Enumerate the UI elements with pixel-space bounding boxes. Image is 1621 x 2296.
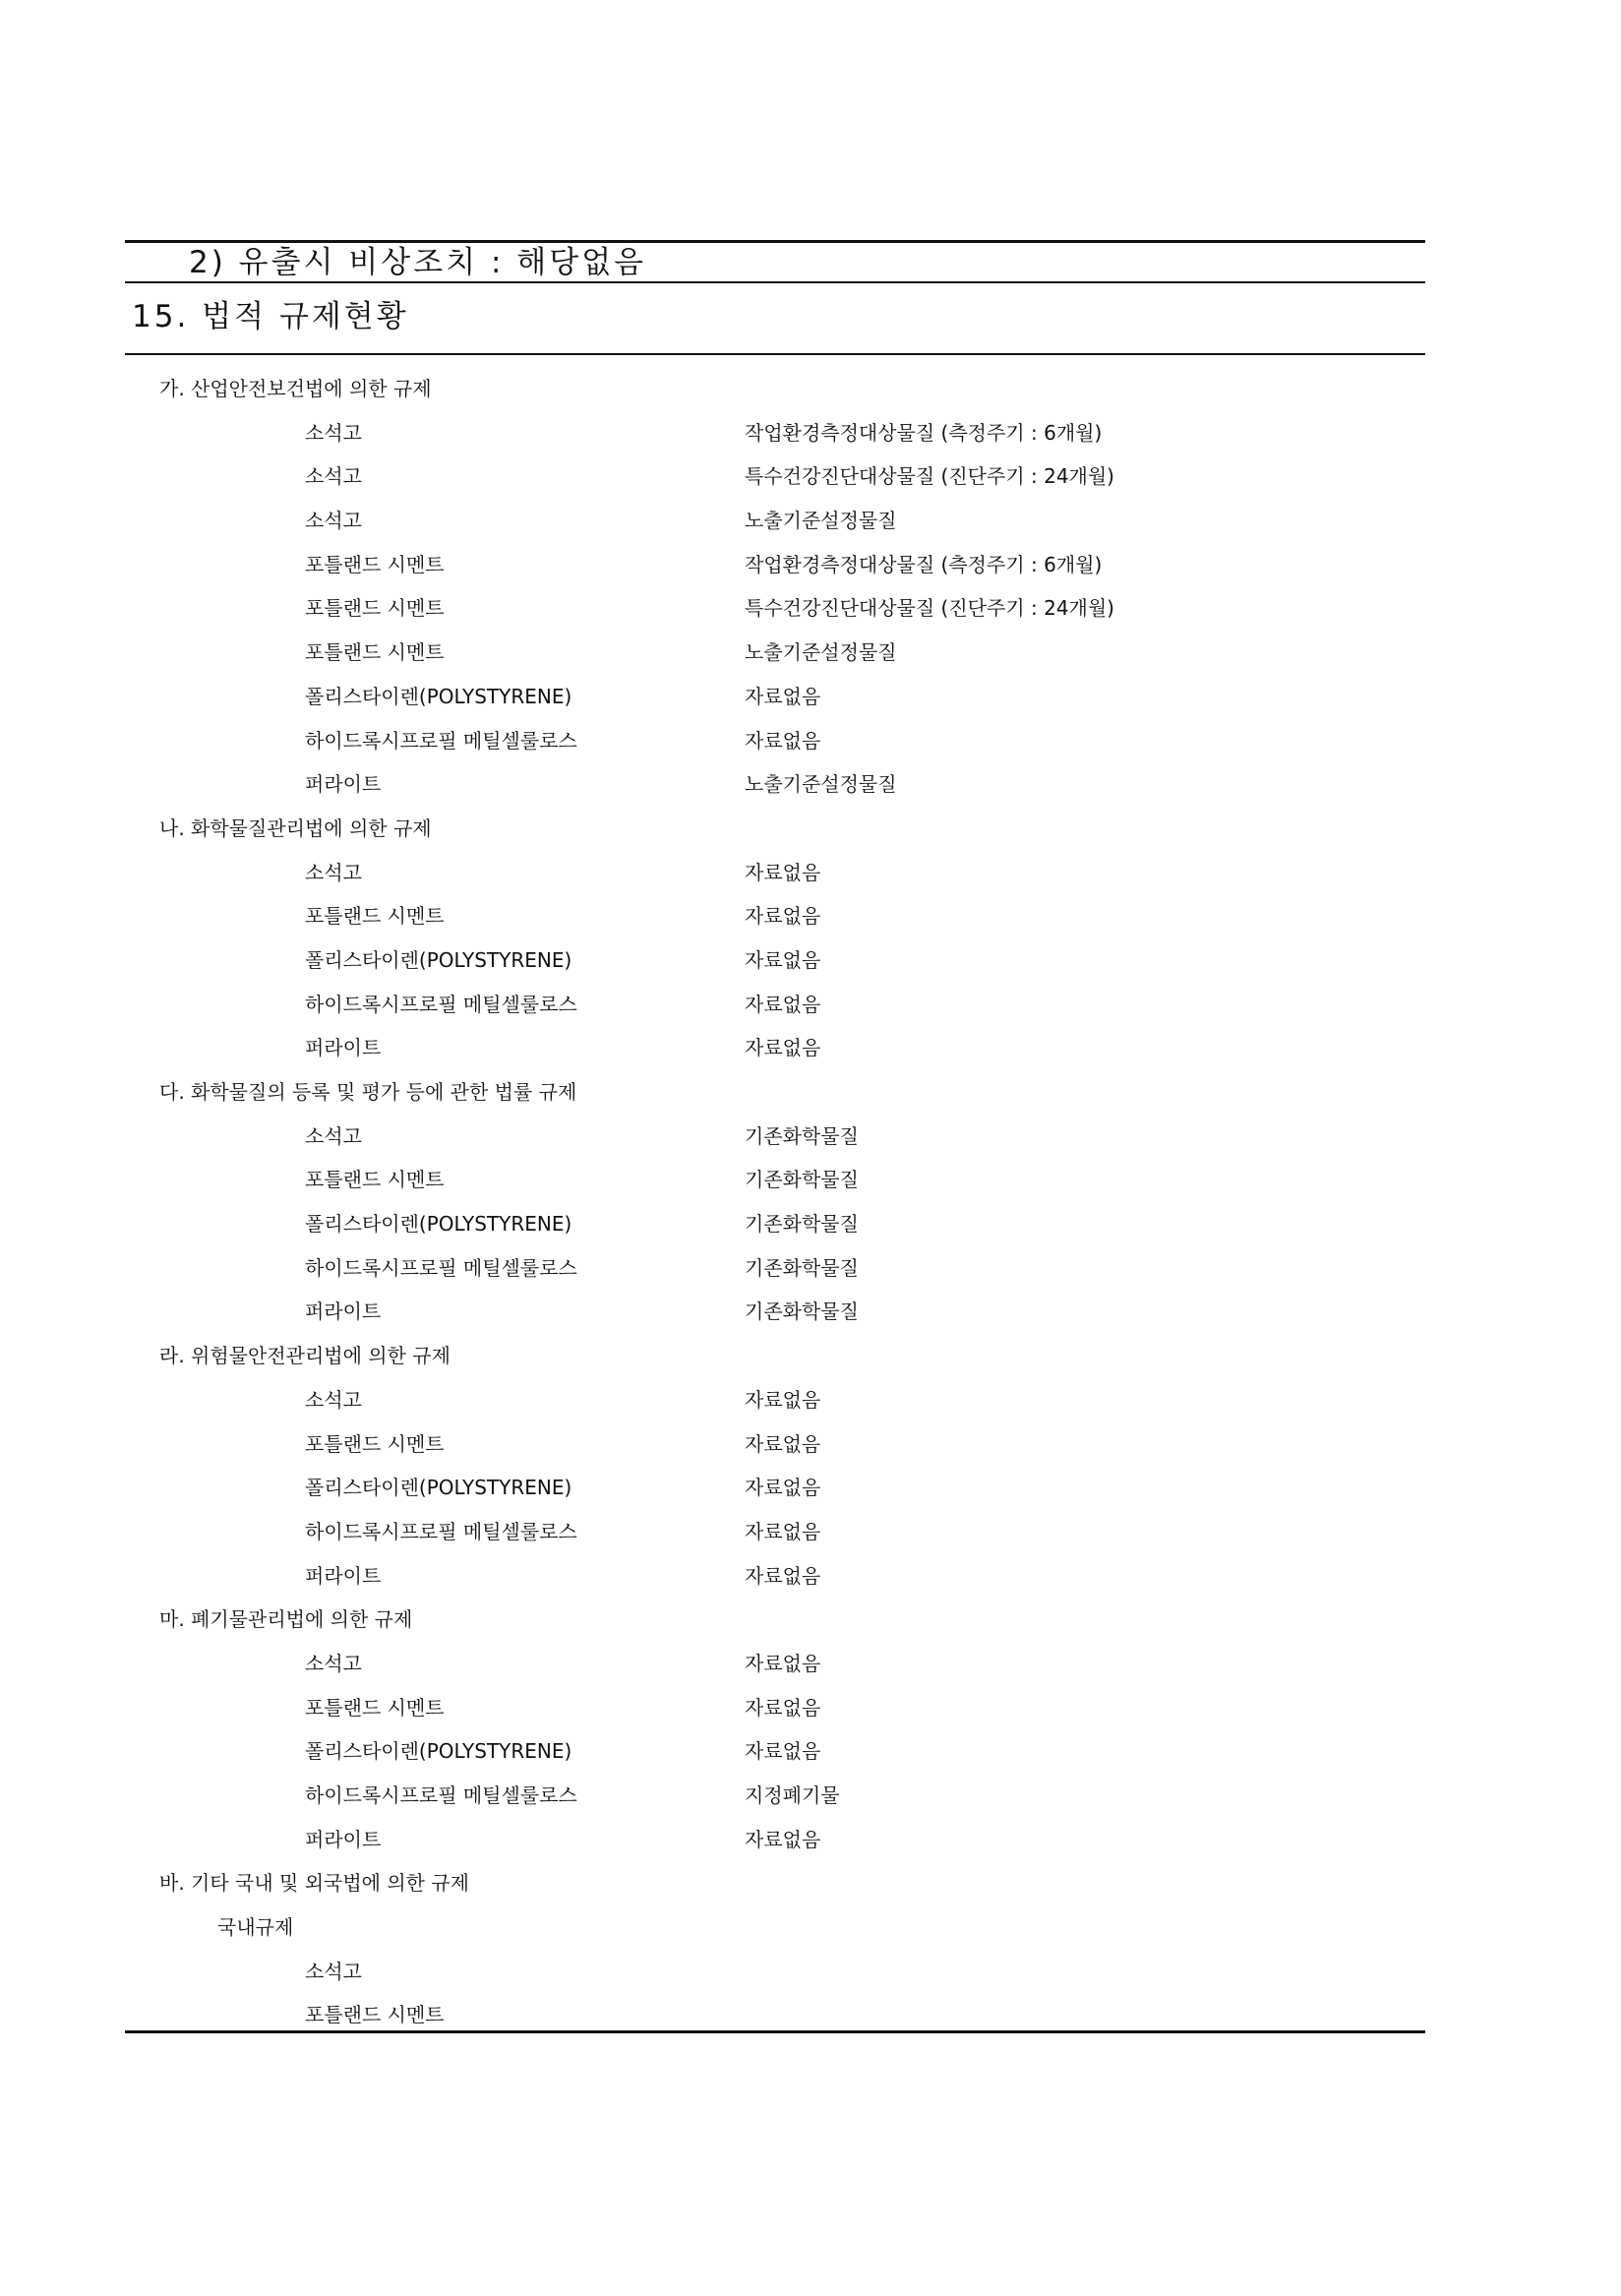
substance-row [0,411,1621,455]
substance-row [0,1554,1621,1599]
substance-row [0,499,1621,543]
substance-name: 소석고 [305,464,362,489]
regulation-heading: 다. 화학물질의 등록 및 평가 등에 관한 법률 규제 [159,1080,577,1104]
regulation-status: 노출기준설정물질 [745,640,897,665]
regulation-status: 자료없음 [745,1476,821,1500]
regulation-status: 노출기준설정물질 [745,772,897,797]
substance-row [0,1466,1621,1510]
substance-name: 소석고 [305,1123,362,1148]
regulation-status: 자료없음 [745,1563,821,1588]
substance-row [0,1729,1621,1774]
bottom-rule [125,2030,1425,2033]
substance-name: 포틀랜드 시멘트 [305,904,445,929]
substance-row [0,1686,1621,1730]
substance-row [0,1290,1621,1334]
substance-row [0,631,1621,675]
substance-name: 포틀랜드 시멘트 [305,640,445,665]
regulation-status: 기존화학물질 [745,1255,859,1280]
regulation-heading: 마. 폐기물관리법에 의한 규제 [159,1607,413,1632]
regulation-heading: 바. 기타 국내 및 외국법에 의한 규제 [159,1871,469,1896]
substance-name: 퍼라이트 [305,1563,382,1588]
regulation-heading-row [0,1598,1621,1642]
substance-row [0,983,1621,1027]
substance-name: 하이드록시프로필 메틸셀룰로스 [305,1255,577,1280]
substance-name: 포틀랜드 시멘트 [305,2003,445,2027]
substance-name: 폴리스타이렌(POLYSTYRENE) [305,1212,572,1237]
substance-row [0,1115,1621,1159]
regulation-heading-row [0,807,1621,851]
substance-row [0,1510,1621,1554]
regulation-status: 자료없음 [745,1036,821,1060]
top-rule [125,240,1425,243]
regulation-heading: 나. 화학물질관리법에 의한 규제 [159,816,432,840]
substance-row [0,762,1621,807]
regulation-status: 작업환경측정대상물질 (측정주기 : 6개월) [745,420,1103,445]
substance-row [0,894,1621,938]
regulation-status: 자료없음 [745,1827,821,1851]
regulation-status: 기존화학물질 [745,1168,859,1192]
substance-name: 폴리스타이렌(POLYSTYRENE) [305,947,572,972]
substance-row [0,675,1621,719]
substance-row [0,1422,1621,1467]
substance-name: 포틀랜드 시멘트 [305,1695,445,1720]
substance-name: 포틀랜드 시멘트 [305,552,445,576]
regulation-status: 자료없음 [745,728,821,753]
substance-name: 하이드록시프로필 메틸셀룰로스 [305,1519,577,1543]
regulation-heading: 라. 위험물안전관리법에 의한 규제 [159,1344,450,1368]
substance-row [0,1774,1621,1818]
substance-name: 퍼라이트 [305,1036,382,1060]
substance-row [0,1378,1621,1422]
substance-row [0,1158,1621,1202]
substance-name: 퍼라이트 [305,772,382,797]
regulation-status: 자료없음 [745,684,821,708]
regulation-heading: 가. 산업안전보건법에 의한 규제 [159,377,432,400]
regulation-list [0,367,1621,2037]
substance-name: 하이드록시프로필 메틸셀룰로스 [305,728,577,753]
substance-row [0,1642,1621,1686]
regulation-status: 작업환경측정대상물질 (측정주기 : 6개월) [745,552,1103,576]
regulation-subheading: 국내규제 [217,1915,294,1940]
regulation-status: 특수건강진단대상물질 (진단주기 : 24개월) [745,464,1114,489]
substance-row [0,938,1621,983]
section-rule [125,281,1425,283]
regulation-subheading-row [0,1905,1621,1950]
substance-name: 폴리스타이렌(POLYSTYRENE) [305,1739,572,1764]
substance-name: 퍼라이트 [305,1827,382,1851]
substance-row [0,1950,1621,1994]
substance-name: 포틀랜드 시멘트 [305,1168,445,1192]
substance-row [0,1026,1621,1070]
substance-row [0,586,1621,631]
substance-row [0,719,1621,763]
substance-row [0,1246,1621,1291]
regulation-status: 자료없음 [745,1431,821,1456]
regulation-heading-row [0,1334,1621,1378]
substance-name: 소석고 [305,420,362,445]
regulation-status: 지정폐기물 [745,1783,840,1807]
substance-name: 하이드록시프로필 메틸셀룰로스 [305,1783,577,1807]
regulation-status: 자료없음 [745,1651,821,1675]
substance-name: 폴리스타이렌(POLYSTYRENE) [305,684,572,708]
substance-name: 소석고 [305,509,362,533]
substance-row [0,1202,1621,1246]
substance-name: 퍼라이트 [305,1299,382,1324]
regulation-status: 자료없음 [745,1739,821,1764]
substance-row [0,454,1621,499]
regulation-status: 기존화학물질 [745,1123,859,1148]
regulation-status: 자료없음 [745,992,821,1016]
previous-item-line: 2) 유출시 비상조치 : 해당없음 [189,245,647,280]
substance-name: 포틀랜드 시멘트 [305,596,445,621]
regulation-status: 자료없음 [745,1387,821,1412]
regulation-heading-row [0,367,1621,411]
substance-name: 소석고 [305,1959,362,1983]
regulation-heading-row [0,1861,1621,1905]
regulation-status: 자료없음 [745,1519,821,1543]
regulation-status: 기존화학물질 [745,1212,859,1237]
regulation-status: 노출기준설정물질 [745,509,897,533]
substance-name: 소석고 [305,860,362,884]
substance-name: 하이드록시프로필 메틸셀룰로스 [305,992,577,1016]
section-title: 15. 법적 규제현황 [132,299,409,334]
regulation-status: 특수건강진단대상물질 (진단주기 : 24개월) [745,596,1114,621]
substance-row [0,851,1621,895]
regulation-status: 자료없음 [745,947,821,972]
substance-row [0,1818,1621,1862]
substance-name: 소석고 [305,1387,362,1412]
regulation-heading-row [0,1070,1621,1115]
regulation-status: 자료없음 [745,860,821,884]
regulation-status: 기존화학물질 [745,1299,859,1324]
substance-name: 포틀랜드 시멘트 [305,1431,445,1456]
substance-name: 소석고 [305,1651,362,1675]
substance-name: 폴리스타이렌(POLYSTYRENE) [305,1476,572,1500]
regulation-status: 자료없음 [745,904,821,929]
regulation-status: 자료없음 [745,1695,821,1720]
title-underline-rule [125,353,1425,355]
substance-row [0,543,1621,587]
